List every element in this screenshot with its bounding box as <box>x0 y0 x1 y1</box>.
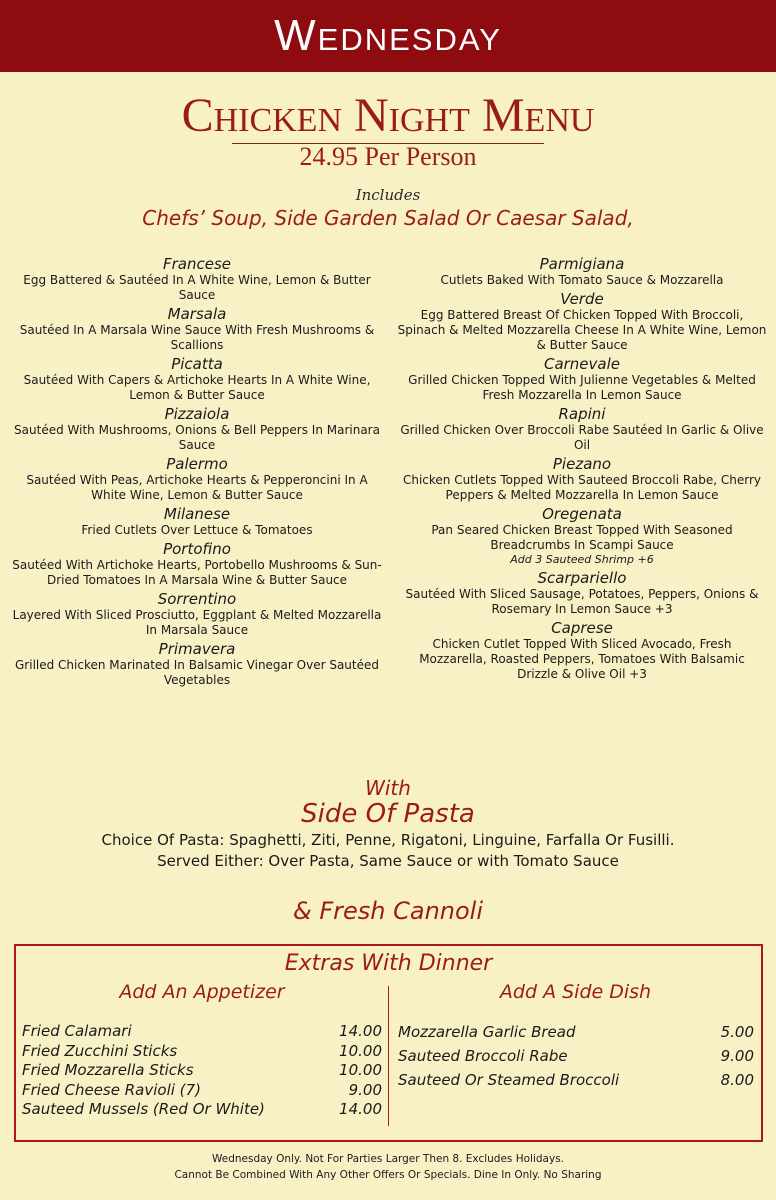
item-price: 8.00 <box>720 1071 754 1089</box>
dish-item <box>12 591 382 638</box>
dish-item <box>12 306 382 353</box>
dish-name: Portofino <box>163 540 231 558</box>
item-price: 10.00 <box>339 1041 382 1060</box>
dish-description: Grilled Chicken Over Broccoli Rabe Sautéed In Garlic & Olive Oil <box>400 423 764 452</box>
dish-item <box>397 620 767 682</box>
appetizer-heading: Add An Appetizer <box>119 981 285 1003</box>
dish-item <box>397 406 767 453</box>
dish-item <box>397 291 767 353</box>
item-name: Fried Zucchini Sticks <box>22 1041 178 1060</box>
item-price: 10.00 <box>339 1061 382 1080</box>
dish-item <box>397 356 767 403</box>
dish-description: Sautéed With Sliced Sausage, Potatoes, Peppers, Onions & Rosemary In Lemon Sauce +3 <box>405 587 759 616</box>
dish-description: Sautéed With Capers & Artichoke Hearts In A White Wine, Lemon & Butter Sauce <box>23 373 371 402</box>
item-name: Fried Calamari <box>22 1022 132 1040</box>
item-price: 14.00 <box>339 1100 382 1119</box>
extras-title: Extras With Dinner <box>284 951 493 976</box>
dish-description: Egg Battered Breast Of Chicken Topped With Broccoli, Spinach & Melted Mozzarella Cheese In A White Wine, Lemon & Butter Sauce <box>397 308 767 352</box>
dish-name: Oregenata <box>542 505 622 523</box>
dish-description: Cutlets Baked With Tomato Sauce & Mozzarella <box>440 273 724 287</box>
pasta-choices: Choice Of Pasta: Spaghetti, Ziti, Penne, Rigatoni, Linguine, Farfalla Or Fusilli. <box>101 831 675 849</box>
dish-name: Palermo <box>166 455 228 473</box>
item-name: Sauteed Broccoli Rabe <box>398 1047 568 1065</box>
dish-description: Sautéed With Artichoke Hearts, Portobello Mushrooms & Sun-Dried Tomatoes In A Marsala Wine & Butter Sauce <box>12 558 382 587</box>
item-price: 5.00 <box>720 1023 754 1041</box>
dish-description: Sautéed With Peas, Artichoke Hearts & Pepperoncini In A White Wine, Lemon & Butter Sauce <box>26 473 368 502</box>
dish-description: Chicken Cutlets Topped With Sauteed Broccoli Rabe, Cherry Peppers & Melted Mozzarella In Lemon Sauce <box>402 473 762 502</box>
price-per-person: 24.95 Per Person <box>299 142 477 171</box>
dish-name: Francese <box>162 255 231 273</box>
dish-name: Piezano <box>552 455 612 473</box>
item-price: 9.00 <box>348 1080 382 1099</box>
dish-description: Grilled Chicken Marinated In Balsamic Vinegar Over Sautéed Vegetables <box>15 658 379 687</box>
dish-description: Sautéed In A Marsala Wine Sauce With Fresh Mushrooms & Scallions <box>19 323 375 352</box>
side-dish-heading: Add A Side Dish <box>499 981 652 1003</box>
dish-name: Milanese <box>163 505 231 523</box>
dish-item <box>12 256 382 303</box>
dish-description: Fried Cutlets Over Lettuce & Tomatoes <box>81 523 313 537</box>
dish-item <box>397 456 767 503</box>
extras-panel <box>14 944 763 1142</box>
dish-name: Marsala <box>167 305 227 323</box>
item-name: Mozzarella Garlic Bread <box>398 1023 576 1041</box>
includes-label: Includes <box>355 186 421 204</box>
dish-item <box>397 506 767 567</box>
dish-name: Scarpariello <box>537 569 627 587</box>
side-dish-list <box>398 1020 754 1092</box>
footer-conditions: Cannot Be Combined With Any Other Offers Or Specials. Dine In Only. No Sharing <box>174 1169 602 1181</box>
item-price: 9.00 <box>720 1047 754 1065</box>
item-price: 14.00 <box>339 1022 382 1040</box>
appetizer-list <box>22 1022 382 1120</box>
dish-name: Picatta <box>171 355 223 373</box>
list-item <box>22 1042 382 1062</box>
dish-name: Carnevale <box>543 355 621 373</box>
dish-description: Pan Seared Chicken Breast Topped With Seasoned Breadcrumbs In Scampi Sauce <box>431 523 733 552</box>
pasta-title: Side Of Pasta <box>301 799 475 829</box>
dish-item <box>397 256 767 288</box>
list-item <box>398 1044 754 1068</box>
dish-item <box>12 356 382 403</box>
dish-name: Sorrentino <box>157 590 237 608</box>
dish-name: Pizzaiola <box>164 405 230 423</box>
item-name: Fried Cheese Ravioli (7) <box>22 1080 201 1099</box>
dish-item <box>12 506 382 538</box>
dish-description: Egg Battered & Sautéed In A White Wine, Lemon & Butter Sauce <box>23 273 371 302</box>
dish-column-left <box>12 256 382 691</box>
dish-addon-note: Add 3 Sauteed Shrimp +6 <box>510 553 654 566</box>
day-title: Wednesday <box>274 11 502 60</box>
dish-name: Parmigiana <box>539 255 625 273</box>
list-item <box>22 1061 382 1081</box>
dish-description: Sautéed With Mushrooms, Onions & Bell Peppers In Marinara Sauce <box>14 423 380 452</box>
dish-item <box>12 406 382 453</box>
cannoli-title: & Fresh Cannoli <box>292 897 484 925</box>
dish-description: Layered With Sliced Prosciutto, Eggplant & Melted Mozzarella In Marsala Sauce <box>12 608 382 637</box>
list-item <box>398 1068 754 1092</box>
item-name: Fried Mozzarella Sticks <box>22 1061 194 1080</box>
dish-item <box>12 456 382 503</box>
dish-name: Caprese <box>551 619 613 637</box>
pasta-serving-options: Served Either: Over Pasta, Same Sauce or with Tomato Sauce <box>157 852 619 870</box>
dish-item <box>12 641 382 688</box>
list-item <box>22 1100 382 1120</box>
header-banner <box>0 0 776 72</box>
dish-description: Chicken Cutlet Topped With Sliced Avocado, Fresh Mozzarella, Roasted Peppers, Tomatoes With Balsamic Drizzle & Olive Oil +3 <box>419 637 745 681</box>
list-item <box>398 1020 754 1044</box>
dish-name: Verde <box>560 290 604 308</box>
dish-name: Rapini <box>558 405 606 423</box>
footer-restrictions: Wednesday Only. Not For Parties Larger Then 8. Excludes Holidays. <box>211 1153 565 1165</box>
with-label: With <box>365 776 411 800</box>
item-name: Sauteed Or Steamed Broccoli <box>398 1071 620 1089</box>
list-item <box>22 1022 382 1042</box>
menu-title: Chicken Night Menu <box>181 89 595 142</box>
dish-name: Primavera <box>158 640 236 658</box>
list-item <box>22 1081 382 1101</box>
dish-column-right <box>397 256 767 685</box>
dish-item <box>12 541 382 588</box>
item-name: Sauteed Mussels (Red Or White) <box>22 1100 265 1119</box>
includes-text: Chefs’ Soup, Side Garden Salad Or Caesar Salad, <box>142 206 634 230</box>
dish-description: Grilled Chicken Topped With Julienne Vegetables & Melted Fresh Mozzarella In Lemon Sauce <box>408 373 756 402</box>
extras-divider <box>388 986 389 1126</box>
dish-item <box>397 570 767 617</box>
